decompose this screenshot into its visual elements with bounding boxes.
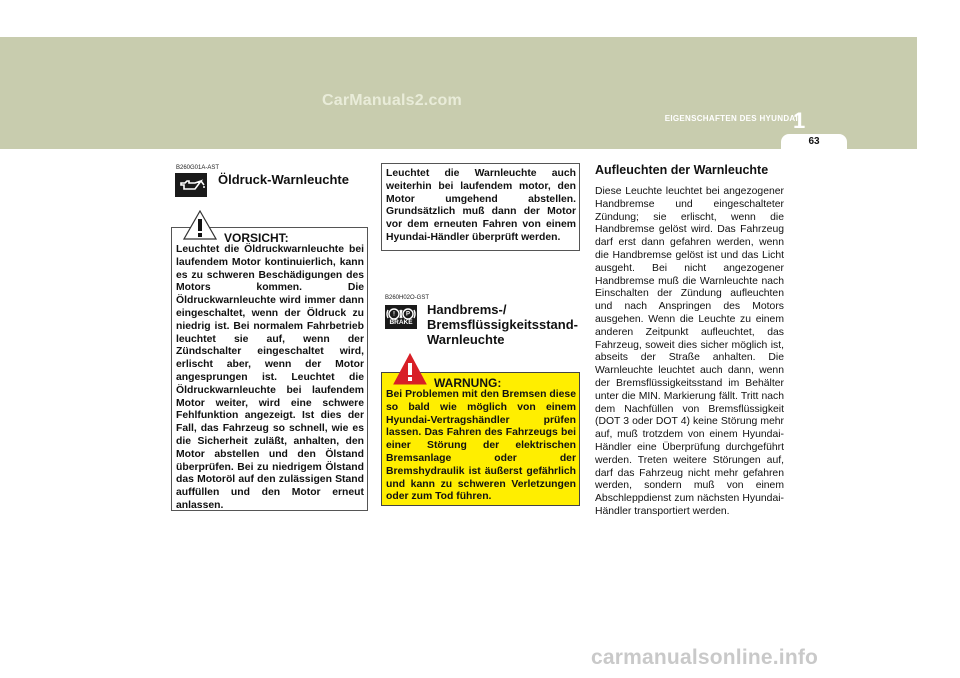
caution-text: Leuchtet die Öldruckwarnleuchte bei laufendem Motor kontinuierlich, kann es zu schweren Beschädigungen des Motors kommen. Die Öldruckwarnleuchte wird immer dann eingeschaltet, wenn der Öldruck zu niedrig ist. Bei normalem Fahrbetrieb leuchtet sie auf, wenn der Zündschalter eingeschaltet wird, erlischt aber, wenn der Motor angesprungen ist. Leuchtet die Öldruckwarnleuchte bei laufendem Motor weiter, wird eine schwere Fehlfunktion angezeigt. Ist dies der Fall, das Fahrzeug so schnell, wie es die Sicherheit zuläßt, anhalten, den Motor abstellen und den Ölstand überprüfen. Bei zu niedrigem Ölstand das Motoröl auf den zulässigen Stand auffüllen und den Motor erneut anlassen.: [176, 244, 364, 511]
heading-brake-line-3: Warnleuchte: [427, 332, 505, 347]
heading-brake-line-1: Handbrems-/: [427, 302, 507, 317]
heading-brake-line-2: Bremsflüssigkeitsstand-: [427, 317, 578, 332]
continued-box: [381, 163, 580, 251]
heading-oil: Öldruck-Warnleuchte: [218, 172, 349, 187]
section-code-brake: B260H02O-GST: [385, 295, 430, 301]
warning-triangle-icon: [183, 210, 217, 240]
warning-text: Bei Problemen mit den Bremsen diese so bald wie möglich von einem Hyundai-Vertragshändler prüfen lassen. Das Fahren des Fahrzeugs bei einer Störung der elektrischen Bremsanlage oder der Bremshydraulik ist äußerst gefährlich und kann zu schweren Verletzungen oder zum Tod führen.: [386, 389, 576, 503]
warning-title: WARNUNG:: [434, 376, 502, 390]
site-title-link[interactable]: CarManuals2.com: [322, 92, 462, 109]
oil-can-icon: [175, 173, 207, 197]
svg-text:!: !: [393, 311, 395, 318]
section-code-oil: B260G01A-AST: [176, 165, 220, 171]
chapter-number: 1: [793, 108, 806, 133]
heading-brake: [427, 302, 578, 347]
footer-watermark: carmanualsonline.info: [591, 646, 819, 669]
chapter-title: EIGENSCHAFTEN DES HYUNDAI: [664, 114, 798, 123]
warning-triangle-icon: [393, 353, 427, 385]
caution-title: VORSICHT:: [224, 231, 289, 245]
continued-text: Leuchtet die Warnleuchte auch weiterhin bei laufendem motor, den Motor umgehend abstellen. Grundsätzlich muß dann der Motor vor dem erneuten Fahren von einem Hyundai-Händler überprüft werden.: [386, 168, 576, 243]
brake-icon-label: BRAKE: [389, 319, 413, 326]
svg-text:P: P: [405, 311, 411, 318]
page-number: 63: [808, 136, 820, 147]
heading-right: Aufleuchten der Warnleuchte: [595, 163, 769, 177]
warning-box: [381, 372, 580, 506]
caution-box: [171, 227, 368, 511]
right-body-text: Diese Leuchte leuchtet bei angezogener Handbremse und eingeschalteter Zündung; sie erlischt, wenn die Handbremse gelöst wird. Das Fahrzeug darf erst dann gefahren werden, wenn die Handbremse gelöst ist und das Licht ausgeht. Bei nicht angezogener Handbremse muß die Warnleuchte nach Einschalten der Zündung aufleuchten und nach Anspringen des Motors ausgehen. Wenn die Leuchte zu einem anderen Zeitpunkt aufleuchtet, das Fahrzeug, soweit dies sicher möglich ist, abseits der Straße anhalten. Die Warnleuchte leuchtet auch dann, wenn der Bremsflüssigkeitsstand im Behälter unter die MIN. Markierung fällt. Tritt nach dem Nachfüllen von Bremsflüssigkeit (DOT 3 oder DOT 4) keine Störung mehr auf, muß trotzdem von einem Hyundai-Händler eine Überprüfung durchgeführt werden. Treten weitere Störungen auf, darf das Fahrzeug nicht mehr gefahren werden, sondern muß von einem Abschleppdienst zum nächsten Hyundai-Händler transportiert werden.: [595, 186, 784, 517]
